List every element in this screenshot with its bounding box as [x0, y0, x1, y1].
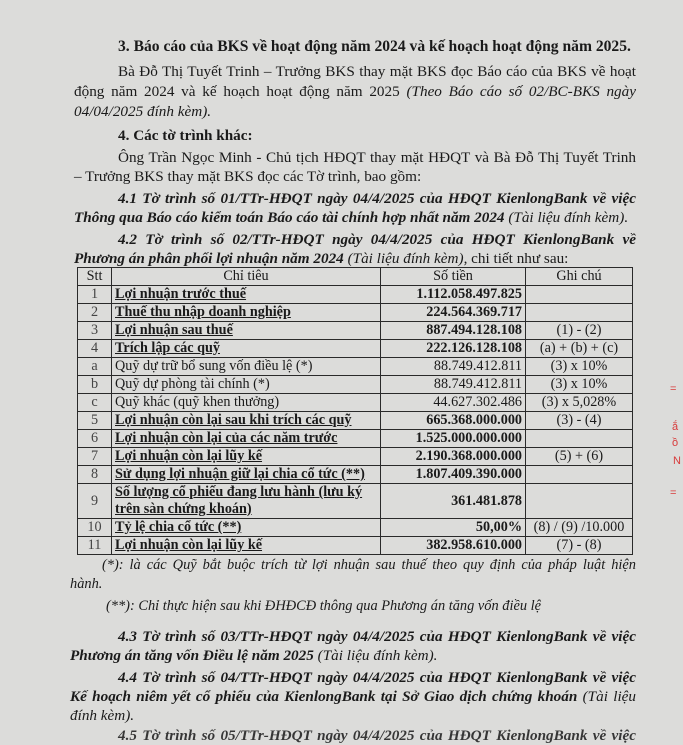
item-4-2-line1: 4.2 Tờ trình số 02/TTr-HĐQT ngày 04/4/2025 của HĐQT KienlongBank về [118, 231, 636, 248]
row-stt: 1 [78, 286, 112, 304]
section-3-para-line1: Bà Đỗ Thị Tuyết Trinh – Trưởng BKS thay mặt BKS đọc Báo cáo của BKS về hoạt [118, 63, 636, 80]
row-stt: a [78, 358, 112, 376]
stamp-mark-4: N [673, 455, 681, 467]
table-header-row [78, 268, 633, 286]
row-stt: 9 [78, 484, 112, 519]
table-row [78, 304, 633, 322]
table-row [78, 537, 633, 555]
row-chi-tieu [112, 466, 381, 484]
item-4-2-line2 [74, 249, 568, 268]
table-row [78, 358, 633, 376]
section-3-heading: 3. Báo cáo của BKS về hoạt động năm 2024 và kế hoạch hoạt động năm 2025. [118, 38, 631, 55]
table-row [78, 322, 633, 340]
row-so-tien: 88.749.412.811 [381, 358, 526, 376]
row-ghi-chu [526, 304, 633, 322]
item-4-3-attachment: (Tài liệu đính kèm). [317, 647, 438, 664]
section-4-heading: 4. Các tờ trình khác: [118, 127, 253, 144]
row-chi-tieu [112, 519, 381, 537]
header-chi-tieu: Chỉ tiêu [112, 268, 381, 286]
row-chi-tieu-text: Lợi nhuận còn lại sau khi trích các quỹ [115, 412, 352, 428]
footnote-2: (**): Chỉ thực hiện sau khi ĐHĐCĐ thông qua Phương án tăng vốn điều lệ [106, 598, 542, 614]
row-stt: 4 [78, 340, 112, 358]
row-chi-tieu [112, 340, 381, 358]
table-row [78, 340, 633, 358]
item-4-4-line2 [70, 687, 636, 706]
item-4-4-attachment: (Tài liệu [582, 688, 637, 705]
row-so-tien: 361.481.878 [381, 484, 526, 519]
table-row [78, 519, 633, 537]
row-stt: c [78, 394, 112, 412]
row-chi-tieu-text: Tỷ lệ chia cổ tức (**) [115, 519, 242, 535]
row-stt: 7 [78, 448, 112, 466]
item-4-2-suffix: , chi tiết như sau: [463, 250, 569, 267]
row-so-tien: 224.564.369.717 [381, 304, 526, 322]
row-stt: 11 [78, 537, 112, 555]
row-so-tien: 382.958.610.000 [381, 537, 526, 555]
item-4-4-title: Kế hoạch niêm yết cổ phiếu của KienlongBank tại Sở Giao dịch chứng khoán [70, 688, 583, 705]
row-ghi-chu [526, 466, 633, 484]
item-4-3-line2 [70, 646, 437, 665]
row-so-tien: 665.368.000.000 [381, 412, 526, 430]
profit-distribution-table [77, 267, 633, 555]
row-chi-tieu-text: Trích lập các quỹ [115, 340, 220, 356]
row-chi-tieu-text: Thuế thu nhập doanh nghiệp [115, 304, 291, 320]
row-ghi-chu: (7) - (8) [526, 537, 633, 555]
row-ghi-chu: (3) x 5,028% [526, 394, 633, 412]
row-ghi-chu [526, 286, 633, 304]
item-4-2-attachment: (Tài liệu đính kèm) [347, 250, 464, 267]
header-stt: Stt [78, 268, 112, 286]
row-stt: 5 [78, 412, 112, 430]
row-stt: b [78, 376, 112, 394]
row-ghi-chu [526, 430, 633, 448]
row-chi-tieu: Quỹ dự phòng tài chính (*) [112, 376, 381, 394]
row-chi-tieu-text: Lợi nhuận sau thuế [115, 322, 233, 338]
section-4-intro-line1: Ông Trần Ngọc Minh - Chủ tịch HĐQT thay mặt HĐQT và Bà Đỗ Thị Tuyết Trinh [118, 149, 636, 166]
row-stt: 8 [78, 466, 112, 484]
header-so-tien: Số tiền [381, 268, 526, 286]
item-4-1-line1: 4.1 Tờ trình số 01/TTr-HĐQT ngày 04/4/2025 của HĐQT KienlongBank về việc [118, 190, 636, 207]
section-3-para-reference: (Theo Báo cáo số 02/BC-BKS ngày [406, 83, 636, 100]
item-4-1-line2 [74, 208, 628, 227]
row-so-tien: 44.627.302.486 [381, 394, 526, 412]
row-so-tien: 1.525.000.000.000 [381, 430, 526, 448]
table-row [78, 430, 633, 448]
item-4-1-title: Thông qua Báo cáo kiểm toán Báo cáo tài chính hợp nhất năm 2024 [74, 209, 509, 226]
row-so-tien: 887.494.128.108 [381, 322, 526, 340]
item-4-4-line1: 4.4 Tờ trình số 04/TTr-HĐQT ngày 04/4/2025 của HĐQT KienlongBank về việc [118, 669, 636, 686]
row-chi-tieu [112, 484, 381, 519]
row-ghi-chu: (1) - (2) [526, 322, 633, 340]
stamp-mark-1: = [670, 383, 677, 395]
row-so-tien: 222.126.128.108 [381, 340, 526, 358]
stamp-mark-5: = [670, 487, 677, 499]
table-body [78, 286, 633, 555]
row-ghi-chu [526, 484, 633, 519]
row-so-tien: 2.190.368.000.000 [381, 448, 526, 466]
row-ghi-chu: (5) + (6) [526, 448, 633, 466]
section-3-para-line3: 04/04/2025 đính kèm). [74, 103, 212, 120]
stamp-mark-2: ắ [672, 421, 679, 433]
table-row [78, 484, 633, 519]
row-chi-tieu [112, 448, 381, 466]
footnote-1-line1: (*): là các Quỹ bắt buộc trích từ lợi nhuận sau thuế theo quy định của pháp luật hiện [102, 557, 636, 573]
row-stt: 6 [78, 430, 112, 448]
section-3-para-line2 [74, 82, 636, 101]
row-ghi-chu: (8) / (9) /10.000 [526, 519, 633, 537]
row-so-tien: 1.112.058.497.825 [381, 286, 526, 304]
row-chi-tieu-text: Số lượng cổ phiếu đang lưu hành (lưu ký trên sàn chứng khoán) [115, 484, 363, 517]
item-4-1-attachment: (Tài liệu đính kèm). [508, 209, 629, 226]
footnote-1-line2: hành. [70, 576, 103, 592]
section-3-para-text: động năm 2024 và kế hoạch hoạt động năm 2025 [74, 83, 407, 100]
header-ghi-chu: Ghi chú [526, 268, 633, 286]
row-ghi-chu: (3) x 10% [526, 358, 633, 376]
row-chi-tieu-text: Sử dụng lợi nhuận giữ lại chia cổ tức (**) [115, 466, 365, 482]
row-ghi-chu: (3) - (4) [526, 412, 633, 430]
item-4-4-line3: đính kèm). [70, 707, 135, 724]
row-chi-tieu-text: Lợi nhuận còn lại của các năm trước [115, 430, 338, 446]
table-row [78, 466, 633, 484]
row-ghi-chu: (3) x 10% [526, 376, 633, 394]
table-row [78, 448, 633, 466]
table-row [78, 394, 633, 412]
row-stt: 10 [78, 519, 112, 537]
row-chi-tieu [112, 286, 381, 304]
row-ghi-chu: (a) + (b) + (c) [526, 340, 633, 358]
row-chi-tieu [112, 430, 381, 448]
row-chi-tieu: Quỹ khác (quỹ khen thưởng) [112, 394, 381, 412]
item-4-3-title: Phương án tăng vốn Điều lệ năm 2025 [70, 647, 318, 664]
item-4-3-line1: 4.3 Tờ trình số 03/TTr-HĐQT ngày 04/4/2025 của HĐQT KienlongBank về việc [118, 628, 636, 645]
row-so-tien: 1.807.409.390.000 [381, 466, 526, 484]
row-chi-tieu: Quỹ dự trữ bổ sung vốn điều lệ (*) [112, 358, 381, 376]
row-chi-tieu [112, 537, 381, 555]
row-chi-tieu-text: Lợi nhuận còn lại lũy kế [115, 537, 263, 553]
table-row [78, 286, 633, 304]
table-row [78, 412, 633, 430]
item-4-5-line1-partial: 4.5 Tờ trình số 05/TTr-HĐQT ngày 04/4/2025 của HĐQT KienlongBank về việc [118, 727, 636, 744]
row-so-tien: 88.749.412.811 [381, 376, 526, 394]
row-stt: 3 [78, 322, 112, 340]
row-chi-tieu-text: Lợi nhuận trước thuế [115, 286, 247, 302]
table-row [78, 376, 633, 394]
row-so-tien: 50,00% [381, 519, 526, 537]
row-chi-tieu [112, 412, 381, 430]
row-chi-tieu [112, 304, 381, 322]
row-stt: 2 [78, 304, 112, 322]
row-chi-tieu-text: Lợi nhuận còn lại lũy kế [115, 448, 263, 464]
row-chi-tieu [112, 322, 381, 340]
section-4-intro-line2: – Trưởng BKS thay mặt BKS đọc các Tờ trình, bao gồm: [74, 168, 422, 185]
stamp-mark-3: ồ [672, 437, 679, 449]
item-4-2-title: Phương án phân phối lợi nhuận năm 2024 [74, 250, 348, 267]
